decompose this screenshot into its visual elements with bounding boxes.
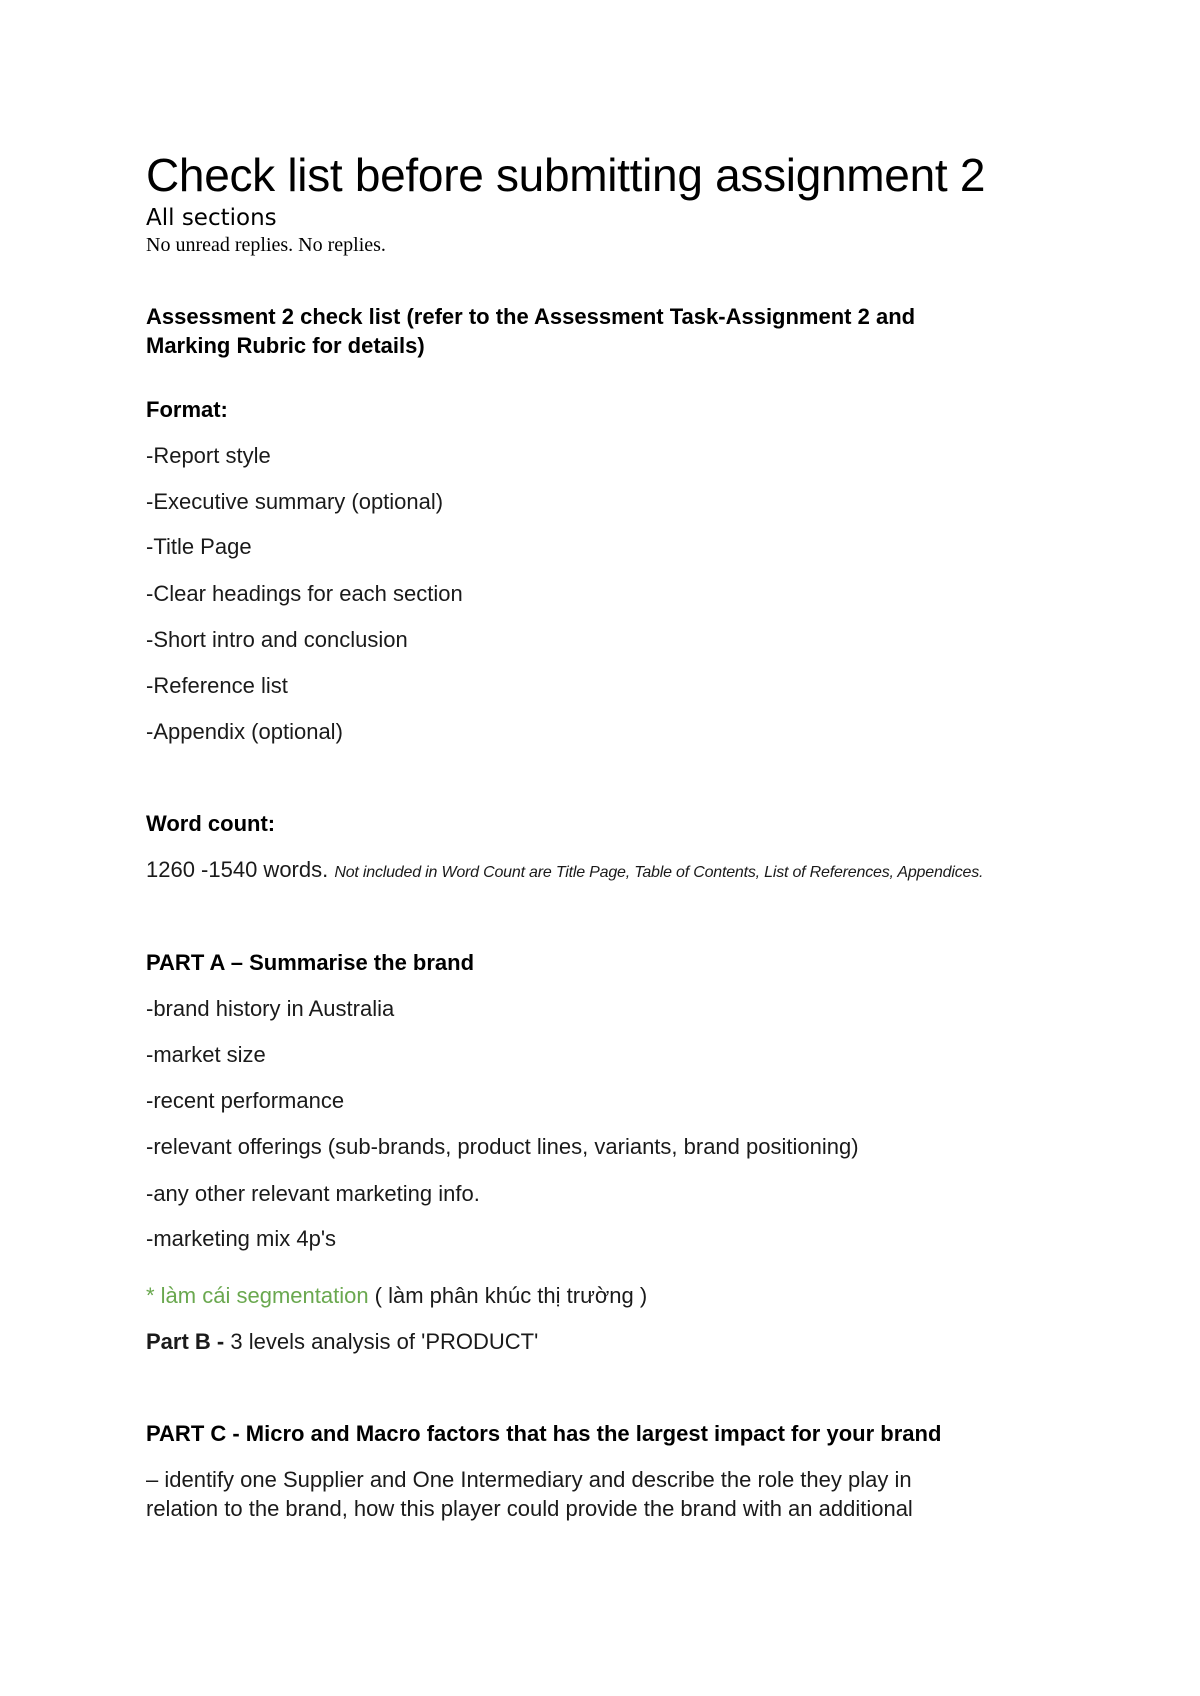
part-a-item: -recent performance [146,1088,345,1113]
part-a-item: -market size [146,1042,266,1067]
part-a-item: -relevant offerings (sub-brands, product lines, variants, brand positioning) [146,1134,859,1159]
part-b-label: Part B - [146,1329,225,1354]
segmentation-note [146,1281,647,1310]
format-item: -Report style [146,443,271,468]
part-c-line1: – identify one Supplier and One Intermediary and describe the role they play in [146,1467,912,1492]
part-b-text: 3 levels analysis of 'PRODUCT' [224,1329,539,1354]
format-item: -Title Page [146,534,252,559]
page-title: Check list before submitting assignment 2 [146,149,986,201]
part-a-item: -brand history in Australia [146,996,395,1021]
format-item: -Executive summary (optional) [146,489,444,514]
part-c-heading: PART C - Micro and Macro factors that has the largest impact for your brand [146,1421,942,1446]
part-c-line2: relation to the brand, how this player could provide the brand with an additional [146,1496,913,1521]
part-a-item: -marketing mix 4p's [146,1226,337,1251]
format-item: -Clear headings for each section [146,581,463,606]
segmentation-note-green: * làm cái segmentation [146,1283,369,1308]
replies-meta: No unread replies. No replies. [146,234,386,256]
part-b-line [146,1327,538,1356]
format-item: -Reference list [146,673,288,698]
word-count-heading: Word count: [146,811,276,836]
segmentation-note-plain: ( làm phân khúc thị trường ) [368,1283,648,1308]
word-count-line [146,855,983,887]
word-count-note: Not included in Word Count are Title Page, Table of Contents, List of References, Appendices. [334,864,984,881]
subtitle: All sections [146,205,277,231]
format-heading: Format: [146,397,228,422]
intro-heading-line2: Marking Rubric for details) [146,333,425,358]
part-a-heading: PART A – Summarise the brand [146,950,475,975]
format-item: -Appendix (optional) [146,719,343,744]
intro-heading-line1: Assessment 2 check list (refer to the Assessment Task-Assignment 2 and [146,304,916,329]
word-count-value: 1260 -1540 words. [146,857,329,882]
format-item: -Short intro and conclusion [146,627,408,652]
part-a-item: -any other relevant marketing info. [146,1181,480,1206]
